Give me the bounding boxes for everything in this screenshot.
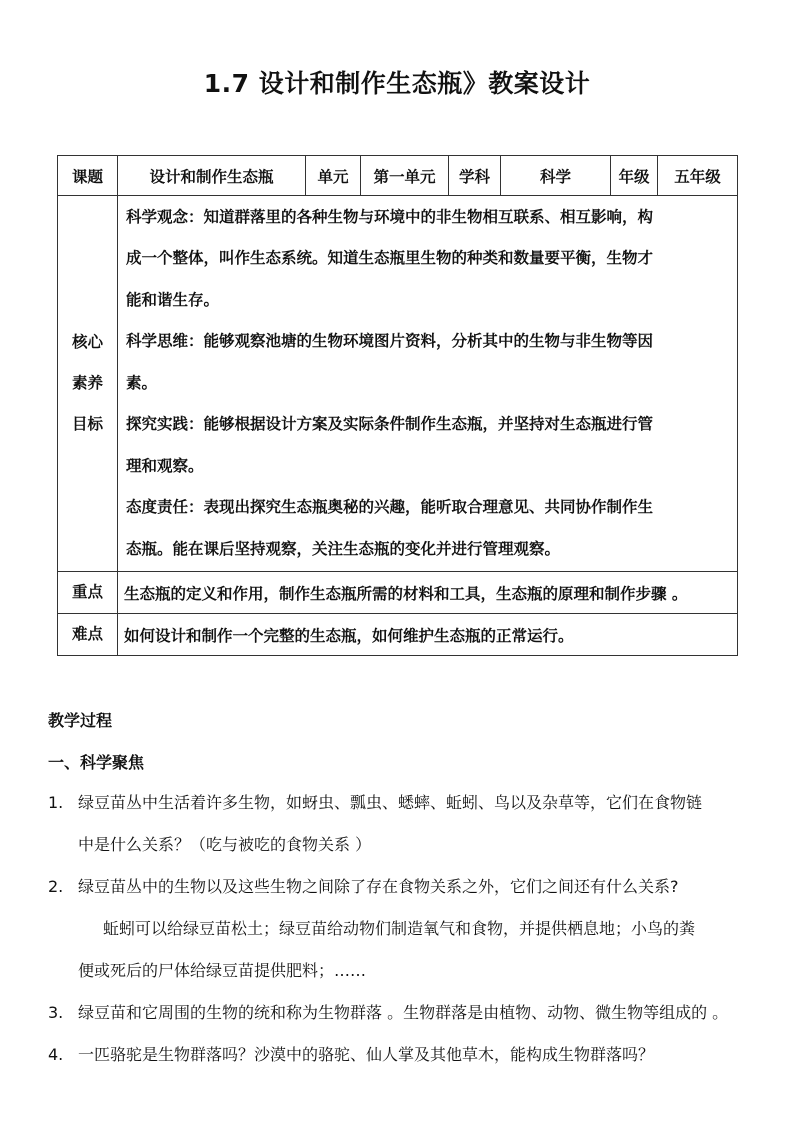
key-point-label: 重点 (58, 572, 118, 614)
key-point-text: 生态瓶的定义和作用，制作生态瓶所需的材料和工具，生态瓶的原理和制作步骤 。 (118, 572, 738, 614)
item-text: 绿豆苗丛中的生物以及这些生物之间除了存在食物关系之外，它们之间还有什么关系? (78, 877, 679, 896)
lesson-info-table (57, 155, 738, 656)
goal-line: 探究实践：能够根据设计方案及实际条件制作生态瓶，并坚持对生态瓶进行管 (126, 415, 654, 434)
item-number: 3. (48, 1003, 64, 1022)
topic-label: 课题 (58, 156, 118, 196)
goal-line: 理和观察。 (126, 456, 204, 475)
list-item (48, 866, 758, 908)
goal-line: 成一个整体，叫作生态系统。知道生态瓶里生物的种类和数量要平衡，生物才 (126, 249, 654, 268)
difficulty-label: 难点 (58, 614, 118, 656)
item-text: 一匹骆驼是生物群落吗？沙漠中的骆驼、仙人掌及其他草木，能构成生物群落吗？ (78, 1045, 655, 1064)
goal-line: 素。 (126, 373, 158, 392)
core-label-line: 核心 (71, 333, 103, 351)
core-goals-row (58, 196, 738, 572)
list-item (48, 992, 758, 1034)
list-item (48, 782, 758, 866)
goal-line: 科学思维：能够观察池塘的生物环境图片资料，分析其中的生物与非生物等因 (126, 332, 654, 351)
key-point-row (58, 572, 738, 614)
core-goals-content (118, 196, 738, 572)
question-list (48, 782, 758, 1076)
item-number: 1. (48, 793, 64, 812)
subject-value: 科学 (501, 156, 611, 196)
list-item (48, 1034, 758, 1076)
goal-line: 态度责任：表现出探究生态瓶奥秘的兴趣，能听取合理意见、共同协作制作生 (126, 498, 654, 517)
topic-value: 设计和制作生态瓶 (118, 156, 306, 196)
subject-label: 学科 (449, 156, 501, 196)
core-label-line: 素养 (71, 374, 103, 392)
goal-line: 科学观念：知道群落里的各种生物与环境中的非生物相互联系、相互影响，构 (126, 207, 654, 226)
grade-value: 五年级 (658, 156, 738, 196)
item-answer (48, 908, 758, 992)
unit-value: 第一单元 (361, 156, 449, 196)
item-text: 绿豆苗和它周围的生物的统和称为生物群落 。生物群落是由植物、动物、微生物等组成的 。 (78, 1003, 729, 1022)
answer-line: 蚯蚓可以给绿豆苗松土；绿豆苗给动物们制造氧气和食物，并提供栖息地；小鸟的粪 (103, 919, 696, 938)
item-number: 2. (48, 877, 64, 896)
difficulty-row (58, 614, 738, 656)
item-text: 中是什么关系？（吃与被吃的食物关系 ） (78, 835, 372, 854)
goal-line: 能和谐生存。 (126, 290, 220, 309)
page-title: 1.7 设计和制作生态瓶》教案设计 (203, 69, 591, 98)
core-label-line: 目标 (71, 415, 103, 433)
grade-label: 年级 (611, 156, 658, 196)
core-goals-label (58, 196, 118, 572)
goal-line: 态瓶。能在课后坚持观察，关注生态瓶的变化并进行管理观察。 (126, 539, 561, 558)
table-header-row (58, 156, 738, 196)
difficulty-text: 如何设计和制作一个完整的生态瓶，如何维护生态瓶的正常运行。 (118, 614, 738, 656)
process-heading: 教学过程 (48, 711, 113, 730)
unit-label: 单元 (306, 156, 361, 196)
section-heading: 一、科学聚焦 (48, 753, 145, 772)
item-number: 4. (48, 1045, 64, 1064)
answer-line: 便或死后的尸体给绿豆苗提供肥料；…… (78, 961, 367, 980)
item-text: 绿豆苗丛中生活着许多生物，如蚜虫、瓢虫、蟋蟀、蚯蚓、鸟以及杂草等，它们在食物链 (78, 793, 703, 812)
